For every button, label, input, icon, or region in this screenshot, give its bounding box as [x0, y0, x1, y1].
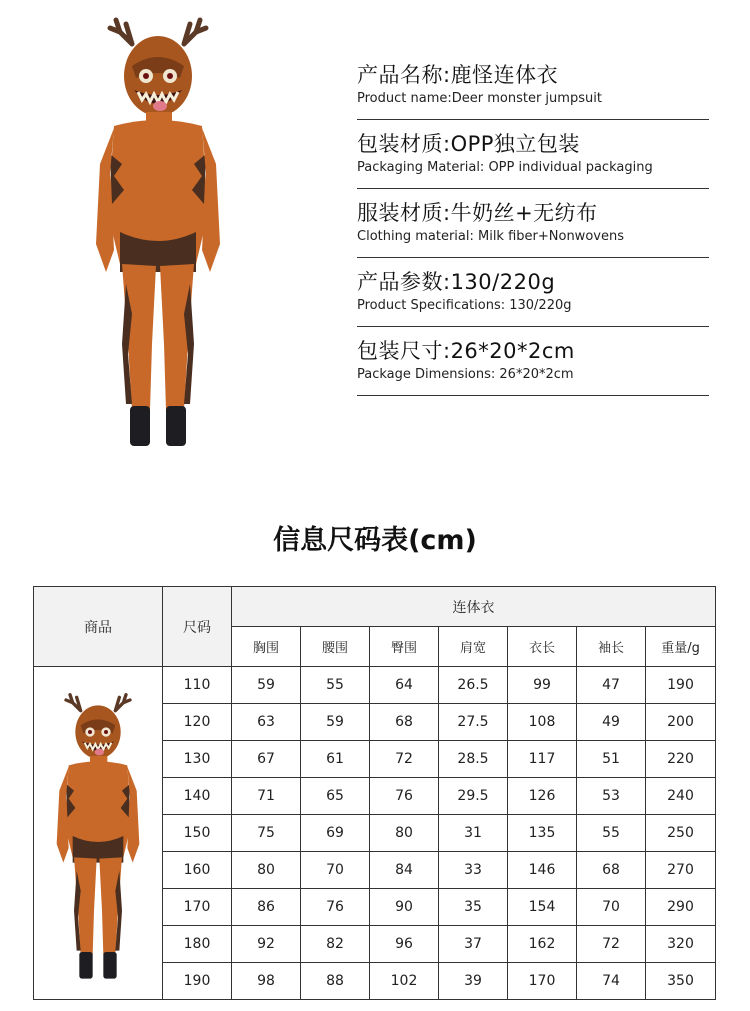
spec-cn-label: 包装尺寸:26*20*2cm: [357, 339, 575, 363]
measurement-cell: 72: [577, 925, 646, 962]
spec-packaging-material: [357, 129, 709, 189]
size-cell: 160: [163, 851, 232, 888]
measurement-cell: 190: [646, 667, 716, 704]
measurement-cell: 99: [508, 667, 577, 704]
spec-product-name: [357, 60, 709, 120]
measurement-cell: 92: [232, 925, 301, 962]
spec-cn-label: 包装材质:OPP独立包装: [357, 132, 580, 156]
measurement-cell: 37: [439, 925, 508, 962]
column-header: 肩宽: [439, 627, 508, 667]
measurement-cell: 90: [370, 888, 439, 925]
measurement-cell: 70: [301, 851, 370, 888]
size-cell: 120: [163, 703, 232, 740]
measurement-cell: 88: [301, 962, 370, 999]
measurement-cell: 240: [646, 777, 716, 814]
spec-en-label: Clothing material: Milk fiber+Nonwovens: [357, 229, 624, 244]
measurement-cell: 200: [646, 703, 716, 740]
size-cell: 190: [163, 962, 232, 999]
spec-product-specifications: [357, 267, 709, 327]
measurement-cell: 51: [577, 740, 646, 777]
measurement-cell: 27.5: [439, 703, 508, 740]
measurement-cell: 135: [508, 814, 577, 851]
measurement-cell: 53: [577, 777, 646, 814]
measurement-cell: 80: [232, 851, 301, 888]
measurement-cell: 65: [301, 777, 370, 814]
column-header: 臀围: [370, 627, 439, 667]
deer-monster-costume-figure: [57, 695, 140, 979]
measurement-cell: 76: [301, 888, 370, 925]
measurement-cell: 86: [232, 888, 301, 925]
measurement-cell: 33: [439, 851, 508, 888]
measurement-cell: 28.5: [439, 740, 508, 777]
measurement-cell: 80: [370, 814, 439, 851]
measurement-cell: 146: [508, 851, 577, 888]
measurement-cell: 39: [439, 962, 508, 999]
spec-cn-label: 产品名称:鹿怪连体衣: [357, 63, 559, 87]
measurement-cell: 26.5: [439, 667, 508, 704]
measurement-cell: 69: [301, 814, 370, 851]
size-cell: 170: [163, 888, 232, 925]
size-cell: 180: [163, 925, 232, 962]
measurement-cell: 290: [646, 888, 716, 925]
measurement-cell: 70: [577, 888, 646, 925]
spec-package-dimensions: [357, 336, 709, 396]
measurement-cell: 68: [370, 703, 439, 740]
size-header: 尺码: [163, 587, 232, 667]
spec-cn-label: 产品参数:130/220g: [357, 270, 556, 294]
jumpsuit-group-header: 连体衣: [232, 587, 716, 627]
measurement-cell: 59: [301, 703, 370, 740]
measurement-cell: 61: [301, 740, 370, 777]
measurement-cell: 55: [301, 667, 370, 704]
measurement-cell: 63: [232, 703, 301, 740]
measurement-cell: 84: [370, 851, 439, 888]
size-chart-table: [33, 586, 716, 1000]
measurement-cell: 76: [370, 777, 439, 814]
column-header: 胸围: [232, 627, 301, 667]
measurement-cell: 154: [508, 888, 577, 925]
deer-monster-costume-figure: [96, 20, 220, 446]
size-cell: 140: [163, 777, 232, 814]
size-cell: 150: [163, 814, 232, 851]
size-chart-title: 信息尺码表(cm): [273, 525, 477, 556]
product-thumbnail-cell: [34, 667, 163, 1000]
measurement-cell: 270: [646, 851, 716, 888]
measurement-cell: 98: [232, 962, 301, 999]
measurement-cell: 220: [646, 740, 716, 777]
measurement-cell: 162: [508, 925, 577, 962]
measurement-cell: 67: [232, 740, 301, 777]
spec-list: [357, 60, 709, 405]
measurement-cell: 82: [301, 925, 370, 962]
measurement-cell: 29.5: [439, 777, 508, 814]
measurement-cell: 170: [508, 962, 577, 999]
measurement-cell: 250: [646, 814, 716, 851]
size-cell: 130: [163, 740, 232, 777]
measurement-cell: 31: [439, 814, 508, 851]
size-cell: 110: [163, 667, 232, 704]
spec-en-label: Packaging Material: OPP individual packaging: [357, 160, 653, 175]
measurement-cell: 71: [232, 777, 301, 814]
measurement-cell: 108: [508, 703, 577, 740]
column-header: 腰围: [301, 627, 370, 667]
product-photo: [92, 14, 224, 450]
column-header: 衣长: [508, 627, 577, 667]
measurement-cell: 47: [577, 667, 646, 704]
measurement-cell: 126: [508, 777, 577, 814]
spec-clothing-material: [357, 198, 709, 258]
spec-en-label: Package Dimensions: 26*20*2cm: [357, 367, 574, 382]
spec-en-label: Product Specifications: 130/220g: [357, 298, 572, 313]
measurement-cell: 68: [577, 851, 646, 888]
column-header: 重量/g: [646, 627, 716, 667]
column-header: 袖长: [577, 627, 646, 667]
spec-cn-label: 服装材质:牛奶丝+无纺布: [357, 201, 598, 225]
measurement-cell: 75: [232, 814, 301, 851]
measurement-cell: 350: [646, 962, 716, 999]
measurement-cell: 49: [577, 703, 646, 740]
measurement-cell: 117: [508, 740, 577, 777]
table-row: [34, 667, 716, 704]
measurement-cell: 55: [577, 814, 646, 851]
measurement-cell: 74: [577, 962, 646, 999]
measurement-cell: 59: [232, 667, 301, 704]
measurement-cell: 102: [370, 962, 439, 999]
product-header: 商品: [34, 587, 163, 667]
measurement-cell: 35: [439, 888, 508, 925]
measurement-cell: 64: [370, 667, 439, 704]
measurement-cell: 320: [646, 925, 716, 962]
measurement-cell: 72: [370, 740, 439, 777]
product-thumbnail: [54, 689, 142, 983]
measurement-cell: 96: [370, 925, 439, 962]
spec-en-label: Product name:Deer monster jumpsuit: [357, 91, 602, 106]
